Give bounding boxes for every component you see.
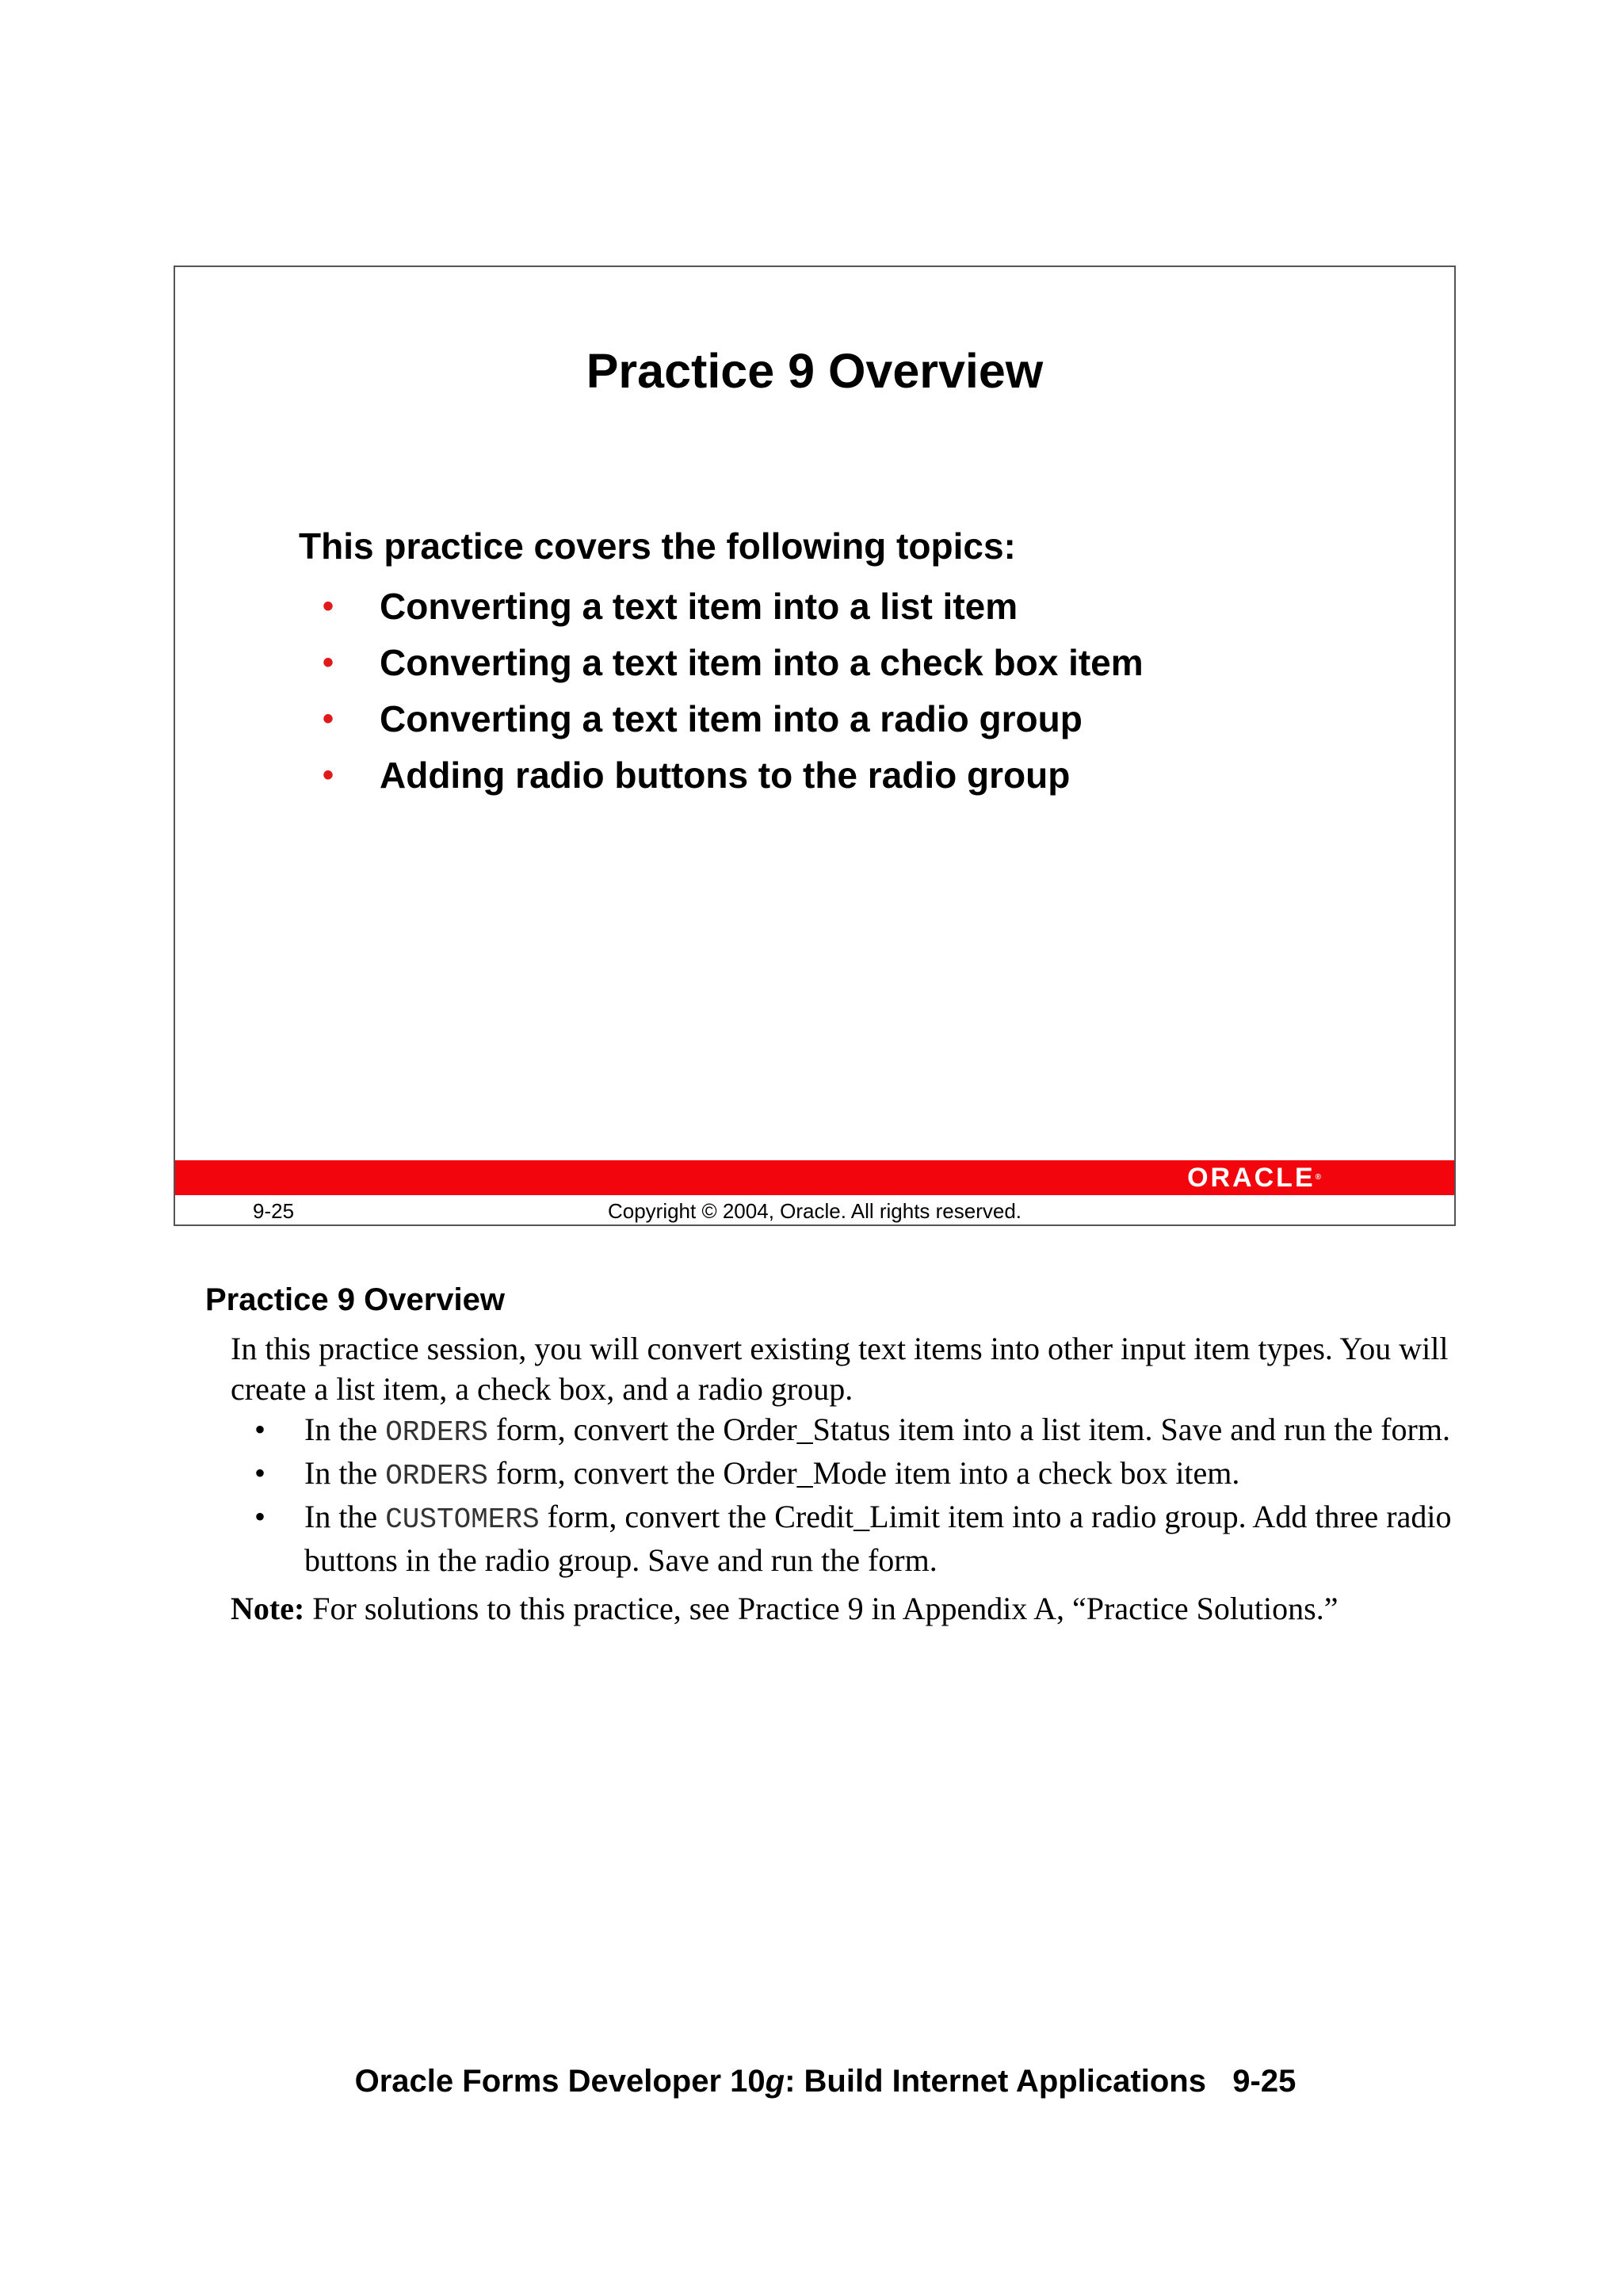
- bullet-icon: •: [323, 758, 334, 793]
- notes-note: [231, 1588, 1467, 1629]
- slide-footer: [175, 1195, 1454, 1226]
- note-text: For solutions to this practice, see Practice 9 in Appendix A, “Practice Solutions.”: [304, 1591, 1338, 1626]
- bullet-icon: •: [254, 1455, 266, 1491]
- notes-body: [231, 1328, 1467, 1629]
- page-footer: [0, 2064, 1623, 2099]
- slide-title: Practice 9 Overview: [586, 344, 1044, 398]
- bullet-icon: •: [323, 589, 334, 624]
- notes-item-text: In the: [304, 1499, 386, 1534]
- bullet-icon: •: [323, 701, 334, 736]
- footer-page-number: 9-25: [1232, 2064, 1296, 2099]
- notes-item-text: form, convert the Order_Mode item into a check box item.: [487, 1455, 1240, 1491]
- note-label: Note:: [231, 1591, 305, 1626]
- slide-frame: [174, 266, 1456, 1226]
- oracle-logo: [1187, 1164, 1321, 1191]
- notes-intro: In this practice session, you will convert existing text items into other input item types. You will create a list item, a check box, and a radio group.: [231, 1331, 1449, 1407]
- notes-heading: Practice 9 Overview: [205, 1282, 506, 1317]
- notes-list-item: [231, 1409, 1467, 1453]
- code-form-name: ORDERS: [385, 1416, 488, 1449]
- notes-list-item: [231, 1453, 1467, 1496]
- footer-title-em: g: [765, 2064, 785, 2099]
- bullet-icon: •: [254, 1499, 266, 1534]
- footer-title-pre: Oracle Forms Developer 10: [354, 2064, 766, 2099]
- slide-bullet: [299, 747, 1144, 804]
- footer-title-post: : Build Internet Applications: [785, 2064, 1206, 2099]
- slide-bullet-text: Converting a text item into a radio group: [380, 698, 1083, 739]
- registered-mark: ®: [1315, 1173, 1321, 1182]
- notes-list-item: [231, 1496, 1467, 1580]
- slide-bullet-text: Converting a text item into a check box item: [380, 642, 1144, 683]
- slide-number: 9-25: [253, 1199, 295, 1223]
- oracle-logo-text: ORACLE: [1187, 1163, 1316, 1193]
- slide-bullet: [299, 579, 1144, 635]
- notes-list: [231, 1409, 1467, 1580]
- notes-item-text: form, convert the Order_Status item into a list item. Save and run the form.: [487, 1412, 1450, 1447]
- slide-bullet-list: [299, 579, 1144, 804]
- slide-bullet-text: Adding radio buttons to the radio group: [380, 755, 1071, 796]
- slide-copyright: Copyright © 2004, Oracle. All rights reserved.: [607, 1199, 1022, 1223]
- slide-intro: This practice covers the following topics:: [299, 525, 1016, 567]
- oracle-red-bar: [175, 1160, 1454, 1195]
- notes-item-text: In the: [304, 1455, 386, 1491]
- notes-item-text: In the: [304, 1412, 386, 1447]
- code-form-name: CUSTOMERS: [385, 1503, 540, 1536]
- slide-bullet: [299, 635, 1144, 691]
- code-form-name: ORDERS: [385, 1460, 488, 1492]
- bullet-icon: •: [254, 1412, 266, 1447]
- bullet-icon: •: [323, 645, 334, 680]
- notes-item-text: form, convert the Credit_Limit item into a radio group. Add three radio buttons in the radio group. Save and run the form.: [304, 1499, 1452, 1578]
- slide-bullet-text: Converting a text item into a list item: [380, 586, 1018, 627]
- slide-bullet: [299, 691, 1144, 747]
